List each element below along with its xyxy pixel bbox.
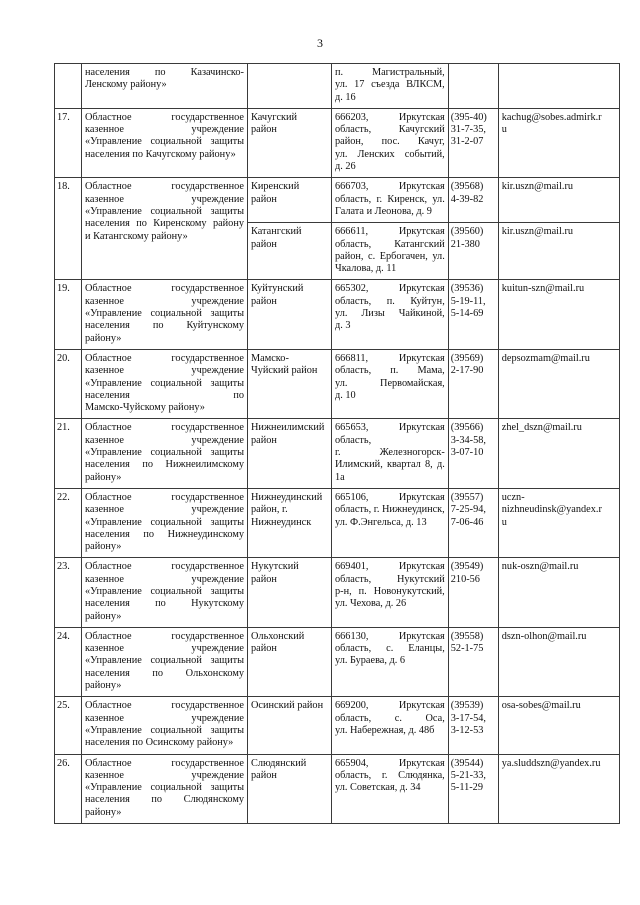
cell-line: п. Магистральный, <box>335 67 445 78</box>
district-name <box>248 558 332 627</box>
cell-line: 665106, Иркутская <box>335 491 445 503</box>
phone <box>448 108 498 177</box>
row-number: 22. <box>55 488 82 557</box>
cell-line: казенное учреждение <box>85 434 244 446</box>
cell-line: 669401, Иркутская <box>335 561 445 573</box>
cell-line: район <box>251 434 277 446</box>
cell-line: «Управление социальной защиты <box>85 447 244 459</box>
cell-line: казенное учреждение <box>85 573 244 585</box>
organization-name <box>82 178 248 280</box>
email <box>498 697 619 754</box>
row-number: 20. <box>55 349 82 418</box>
cell-line: район <box>251 124 277 136</box>
cell-line: Мамско-Чуйскому району» <box>85 402 205 414</box>
cell-line: населения по Нижнеудинскому <box>85 528 244 540</box>
organization-name <box>82 64 248 109</box>
cell-line: «Управление социальной защиты <box>85 205 244 217</box>
cell-line: Областное государственное <box>85 181 244 193</box>
table-row <box>55 178 620 223</box>
cell-line: kir.uszn@mail.ru <box>501 181 574 193</box>
cell-line: область, г. Киренск, ул. <box>335 193 445 205</box>
table-row <box>55 627 620 696</box>
cell-line: 666130, Иркутская <box>335 630 445 642</box>
organization-name <box>82 754 248 823</box>
cell-line: область, г. Нижнеудинск, <box>335 504 445 516</box>
cell-line: ул. Чехова, д. 26 <box>335 598 407 610</box>
cell-line: «Управление социальной защиты <box>85 782 244 794</box>
address <box>332 349 449 418</box>
cell-line: 666811, Иркутская <box>335 352 445 364</box>
cell-line: область, с. Оса, <box>335 712 445 724</box>
table-row <box>55 488 620 557</box>
organization-name <box>82 280 248 349</box>
cell-line: район <box>251 573 277 585</box>
cell-line: Областное государственное <box>85 422 244 434</box>
cell-line: населения по Нижнеилимскому <box>85 459 244 471</box>
cell-line: nizhneudinsk@yandex.r <box>501 504 602 516</box>
district-name <box>248 697 332 754</box>
cell-line: населения по Качугскому району» <box>85 148 236 160</box>
district-name <box>248 108 332 177</box>
cell-line: (39558) <box>450 630 484 642</box>
cell-line: (39557) <box>450 491 484 503</box>
cell-line: depsozmam@mail.ru <box>501 352 590 364</box>
cell-line: Ольхонский <box>251 630 305 642</box>
cell-line: 666203, Иркутская <box>335 111 445 123</box>
cell-line: д. 26 <box>335 161 356 173</box>
row-number: 23. <box>55 558 82 627</box>
email <box>498 419 619 488</box>
cell-line: «Управление социальной защиты <box>85 136 244 148</box>
cell-line: uczn- <box>501 491 525 503</box>
table-row <box>55 64 620 109</box>
table-row <box>55 419 620 488</box>
cell-line: «Управление социальной защиты <box>85 585 244 597</box>
cell-line: 665302, Иркутская <box>335 283 445 295</box>
cell-line: Областное государственное <box>85 111 244 123</box>
cell-line: Чкалова, д. 11 <box>335 263 397 275</box>
cell-line: Областное государственное <box>85 352 244 364</box>
phone <box>448 349 498 418</box>
email <box>498 488 619 557</box>
cell-line: населения по Осинскому району» <box>85 737 234 749</box>
cell-line: u <box>501 124 507 136</box>
email <box>498 627 619 696</box>
cell-line: dszn-olhon@mail.ru <box>501 630 587 642</box>
cell-line: 3-17-54, <box>450 712 486 724</box>
row-number <box>55 64 82 109</box>
cell-line: район <box>251 295 277 307</box>
cell-line: 2-17-90 <box>450 365 484 377</box>
cell-line: Качугский <box>251 111 298 123</box>
cell-line: область, Нукутский <box>335 573 445 585</box>
cell-line: 7-06-46 <box>450 516 484 528</box>
cell-line: (39536) <box>450 283 484 295</box>
cell-line: д. 10 <box>335 389 356 401</box>
cell-line: району» <box>85 332 122 344</box>
page-number: 3 <box>317 36 323 50</box>
district-name <box>248 488 332 557</box>
cell-line: (39560) <box>450 226 484 238</box>
cell-line: «Управление социальной защиты <box>85 516 244 528</box>
institutions-table <box>54 63 620 824</box>
address <box>332 64 449 109</box>
email <box>498 108 619 177</box>
cell-line: казенное учреждение <box>85 365 244 377</box>
cell-line: ул. Ф.Энгельса, д. 13 <box>335 516 427 528</box>
cell-line: Областное государственное <box>85 561 244 573</box>
cell-line: ул. Первомайская, <box>335 377 445 389</box>
cell-line <box>251 67 328 79</box>
organization-name <box>82 108 248 177</box>
cell-line: казенное учреждение <box>85 712 244 724</box>
address <box>332 178 449 223</box>
cell-line: ул. 17 съезда ВЛКСМ, <box>335 79 445 91</box>
cell-line: Ленскому району» <box>85 79 167 91</box>
cell-line: область, г. Слюдянка, <box>335 769 445 781</box>
cell-line: район, пос. Качуг, <box>335 136 445 148</box>
organization-name <box>82 349 248 418</box>
phone <box>448 697 498 754</box>
cell-line: Нижнеудинск <box>251 516 312 528</box>
cell-line: населения по Казачинско- <box>85 67 244 78</box>
cell-line: «Управление социальной защиты <box>85 724 244 736</box>
cell-line: ул. Набережная, д. 48б <box>335 724 435 736</box>
row-number: 24. <box>55 627 82 696</box>
cell-line: казенное учреждение <box>85 295 244 307</box>
address <box>332 558 449 627</box>
cell-line: район <box>251 643 277 655</box>
cell-line: ул. Советская, д. 34 <box>335 782 421 794</box>
cell-line: 665904, Иркутская <box>335 757 445 769</box>
cell-line: 4-39-82 <box>450 193 484 205</box>
cell-line: ул. Лизы Чайкиной, <box>335 308 445 320</box>
cell-line: району» <box>85 806 122 818</box>
cell-line: населения по Куйтунскому <box>85 320 244 332</box>
cell-line: «Управление социальной защиты <box>85 377 244 389</box>
cell-line: 3-12-53 <box>450 724 484 736</box>
district-name <box>248 419 332 488</box>
email <box>498 280 619 349</box>
row-number: 21. <box>55 419 82 488</box>
cell-line: zhel_dszn@mail.ru <box>501 422 582 434</box>
cell-line: 31-7-35, <box>450 124 486 136</box>
cell-line: Слюдянский <box>251 757 307 769</box>
email <box>498 754 619 823</box>
cell-line: kuitun-szn@mail.ru <box>501 283 585 295</box>
phone <box>448 488 498 557</box>
address <box>332 419 449 488</box>
cell-line: д. 3 <box>335 320 351 332</box>
cell-line: kir.uszn@mail.ru <box>501 226 574 238</box>
cell-line: р-н, п. Новонукутский, <box>335 585 445 597</box>
cell-line: район <box>251 238 277 250</box>
cell-line: 5-11-29 <box>450 782 483 794</box>
cell-line: район <box>251 769 277 781</box>
table-row <box>55 558 620 627</box>
cell-line: ул. Ленских событий, <box>335 148 445 160</box>
address <box>332 627 449 696</box>
district-name <box>248 280 332 349</box>
cell-line: 3-07-10 <box>450 447 484 459</box>
cell-line: nuk-oszn@mail.ru <box>501 561 579 573</box>
cell-line: (39569) <box>450 352 484 364</box>
email <box>498 178 619 223</box>
cell-line: казенное учреждение <box>85 193 244 205</box>
email <box>498 223 619 280</box>
table-body <box>55 64 620 824</box>
cell-line: населения по Киренскому району <box>85 218 244 230</box>
email <box>498 558 619 627</box>
cell-line: району» <box>85 541 122 553</box>
email <box>498 64 619 109</box>
cell-line: Нижнеилимский <box>251 422 325 434</box>
cell-line: область, п. Куйтун, <box>335 295 445 307</box>
cell-line: u <box>501 516 507 528</box>
cell-line: область, <box>335 434 372 446</box>
cell-line: и Катангскому району» <box>85 230 188 242</box>
cell-line: Областное государственное <box>85 283 244 295</box>
cell-line: Областное государственное <box>85 700 244 712</box>
district-name <box>248 627 332 696</box>
cell-line: д. 16 <box>335 91 356 103</box>
cell-line: область, Катангский <box>335 238 445 250</box>
cell-line: (39539) <box>450 700 484 712</box>
cell-line: Киренский <box>251 181 300 193</box>
organization-name <box>82 419 248 488</box>
organization-name <box>82 488 248 557</box>
row-number: 19. <box>55 280 82 349</box>
phone <box>448 754 498 823</box>
cell-line: район, г. <box>251 504 288 516</box>
cell-line: область, с. Еланцы, <box>335 643 445 655</box>
cell-line: 5-19-11, <box>450 295 486 307</box>
cell-line: 665653, Иркутская <box>335 422 445 434</box>
cell-line: населения по Слюдянскому <box>85 794 244 806</box>
row-number: 18. <box>55 178 82 280</box>
cell-line: Илимский, квартал 8, д. <box>335 459 445 471</box>
cell-line: (39544) <box>450 757 484 769</box>
cell-line: 52-1-75 <box>450 643 484 655</box>
cell-line: район, с. Ербогачен, ул. <box>335 250 445 262</box>
cell-line: населения по Ольхонскому <box>85 667 244 679</box>
phone <box>448 64 498 109</box>
cell-line: ya.sluddszn@yandex.ru <box>501 757 601 769</box>
cell-line: Осинский район <box>251 700 324 712</box>
organization-name <box>82 697 248 754</box>
cell-line: 21-380 <box>450 238 480 250</box>
cell-line: району» <box>85 471 122 483</box>
table-row <box>55 108 620 177</box>
cell-line: 666703, Иркутская <box>335 181 445 193</box>
cell-line: (39568) <box>450 181 484 193</box>
cell-line: населения по <box>85 389 244 401</box>
district-name <box>248 178 332 223</box>
cell-line: Галата и Леонова, д. 9 <box>335 205 432 217</box>
cell-line: 669200, Иркутская <box>335 700 445 712</box>
district-name <box>248 64 332 109</box>
address <box>332 108 449 177</box>
cell-line: область, Качугский <box>335 124 445 136</box>
table-row <box>55 697 620 754</box>
cell-line: 3-34-58, <box>450 434 486 446</box>
address <box>332 223 449 280</box>
cell-line: (395-40) <box>450 111 487 123</box>
row-number: 17. <box>55 108 82 177</box>
address <box>332 697 449 754</box>
cell-line: Куйтунский <box>251 283 304 295</box>
cell-line: osa-sobes@mail.ru <box>501 700 581 712</box>
district-name <box>248 223 332 280</box>
cell-line: ул. Бураева, д. 6 <box>335 655 406 667</box>
phone <box>448 627 498 696</box>
cell-line: Областное государственное <box>85 630 244 642</box>
cell-line: казенное учреждение <box>85 769 244 781</box>
phone <box>448 223 498 280</box>
district-name <box>248 349 332 418</box>
organization-name <box>82 627 248 696</box>
address <box>332 280 449 349</box>
cell-line <box>451 67 495 79</box>
table-row <box>55 754 620 823</box>
row-number: 25. <box>55 697 82 754</box>
cell-line: казенное учреждение <box>85 504 244 516</box>
organization-name <box>82 558 248 627</box>
cell-line: Мамско- <box>251 352 289 364</box>
cell-line: казенное учреждение <box>85 124 244 136</box>
cell-line: Областное государственное <box>85 757 244 769</box>
cell-line: Катангский <box>251 226 302 238</box>
address <box>332 488 449 557</box>
cell-line: «Управление социальной защиты <box>85 655 244 667</box>
table-row <box>55 349 620 418</box>
cell-line <box>502 67 616 79</box>
cell-line: 210-56 <box>450 573 480 585</box>
district-name <box>248 754 332 823</box>
phone <box>448 558 498 627</box>
phone <box>448 419 498 488</box>
cell-line: Нукутский <box>251 561 299 573</box>
cell-line: (39549) <box>450 561 484 573</box>
table-row <box>55 280 620 349</box>
cell-line: (39566) <box>450 422 484 434</box>
cell-line: район <box>251 193 277 205</box>
cell-line: Нижнеудинский <box>251 491 323 503</box>
address <box>332 754 449 823</box>
cell-line: казенное учреждение <box>85 643 244 655</box>
phone <box>448 178 498 223</box>
cell-line: району» <box>85 610 122 622</box>
cell-line: 666611, Иркутская <box>335 226 445 238</box>
cell-line: kachug@sobes.admirk.r <box>501 111 602 123</box>
cell-line: «Управление социальной защиты <box>85 308 244 320</box>
cell-line: 5-14-69 <box>450 308 484 320</box>
cell-line: населения по Нукутскому <box>85 598 244 610</box>
email <box>498 349 619 418</box>
cell-line: 31-2-07 <box>450 136 484 148</box>
cell-line: району» <box>85 680 122 692</box>
cell-line: 5-21-33, <box>450 769 486 781</box>
cell-line: Чуйский район <box>251 365 318 377</box>
cell-line: область, п. Мама, <box>335 365 445 377</box>
phone <box>448 280 498 349</box>
cell-line: г. Железногорск- <box>335 447 445 459</box>
cell-line: Областное государственное <box>85 491 244 503</box>
cell-line: 7-25-94, <box>450 504 486 516</box>
row-number: 26. <box>55 754 82 823</box>
cell-line: 1а <box>335 471 345 483</box>
